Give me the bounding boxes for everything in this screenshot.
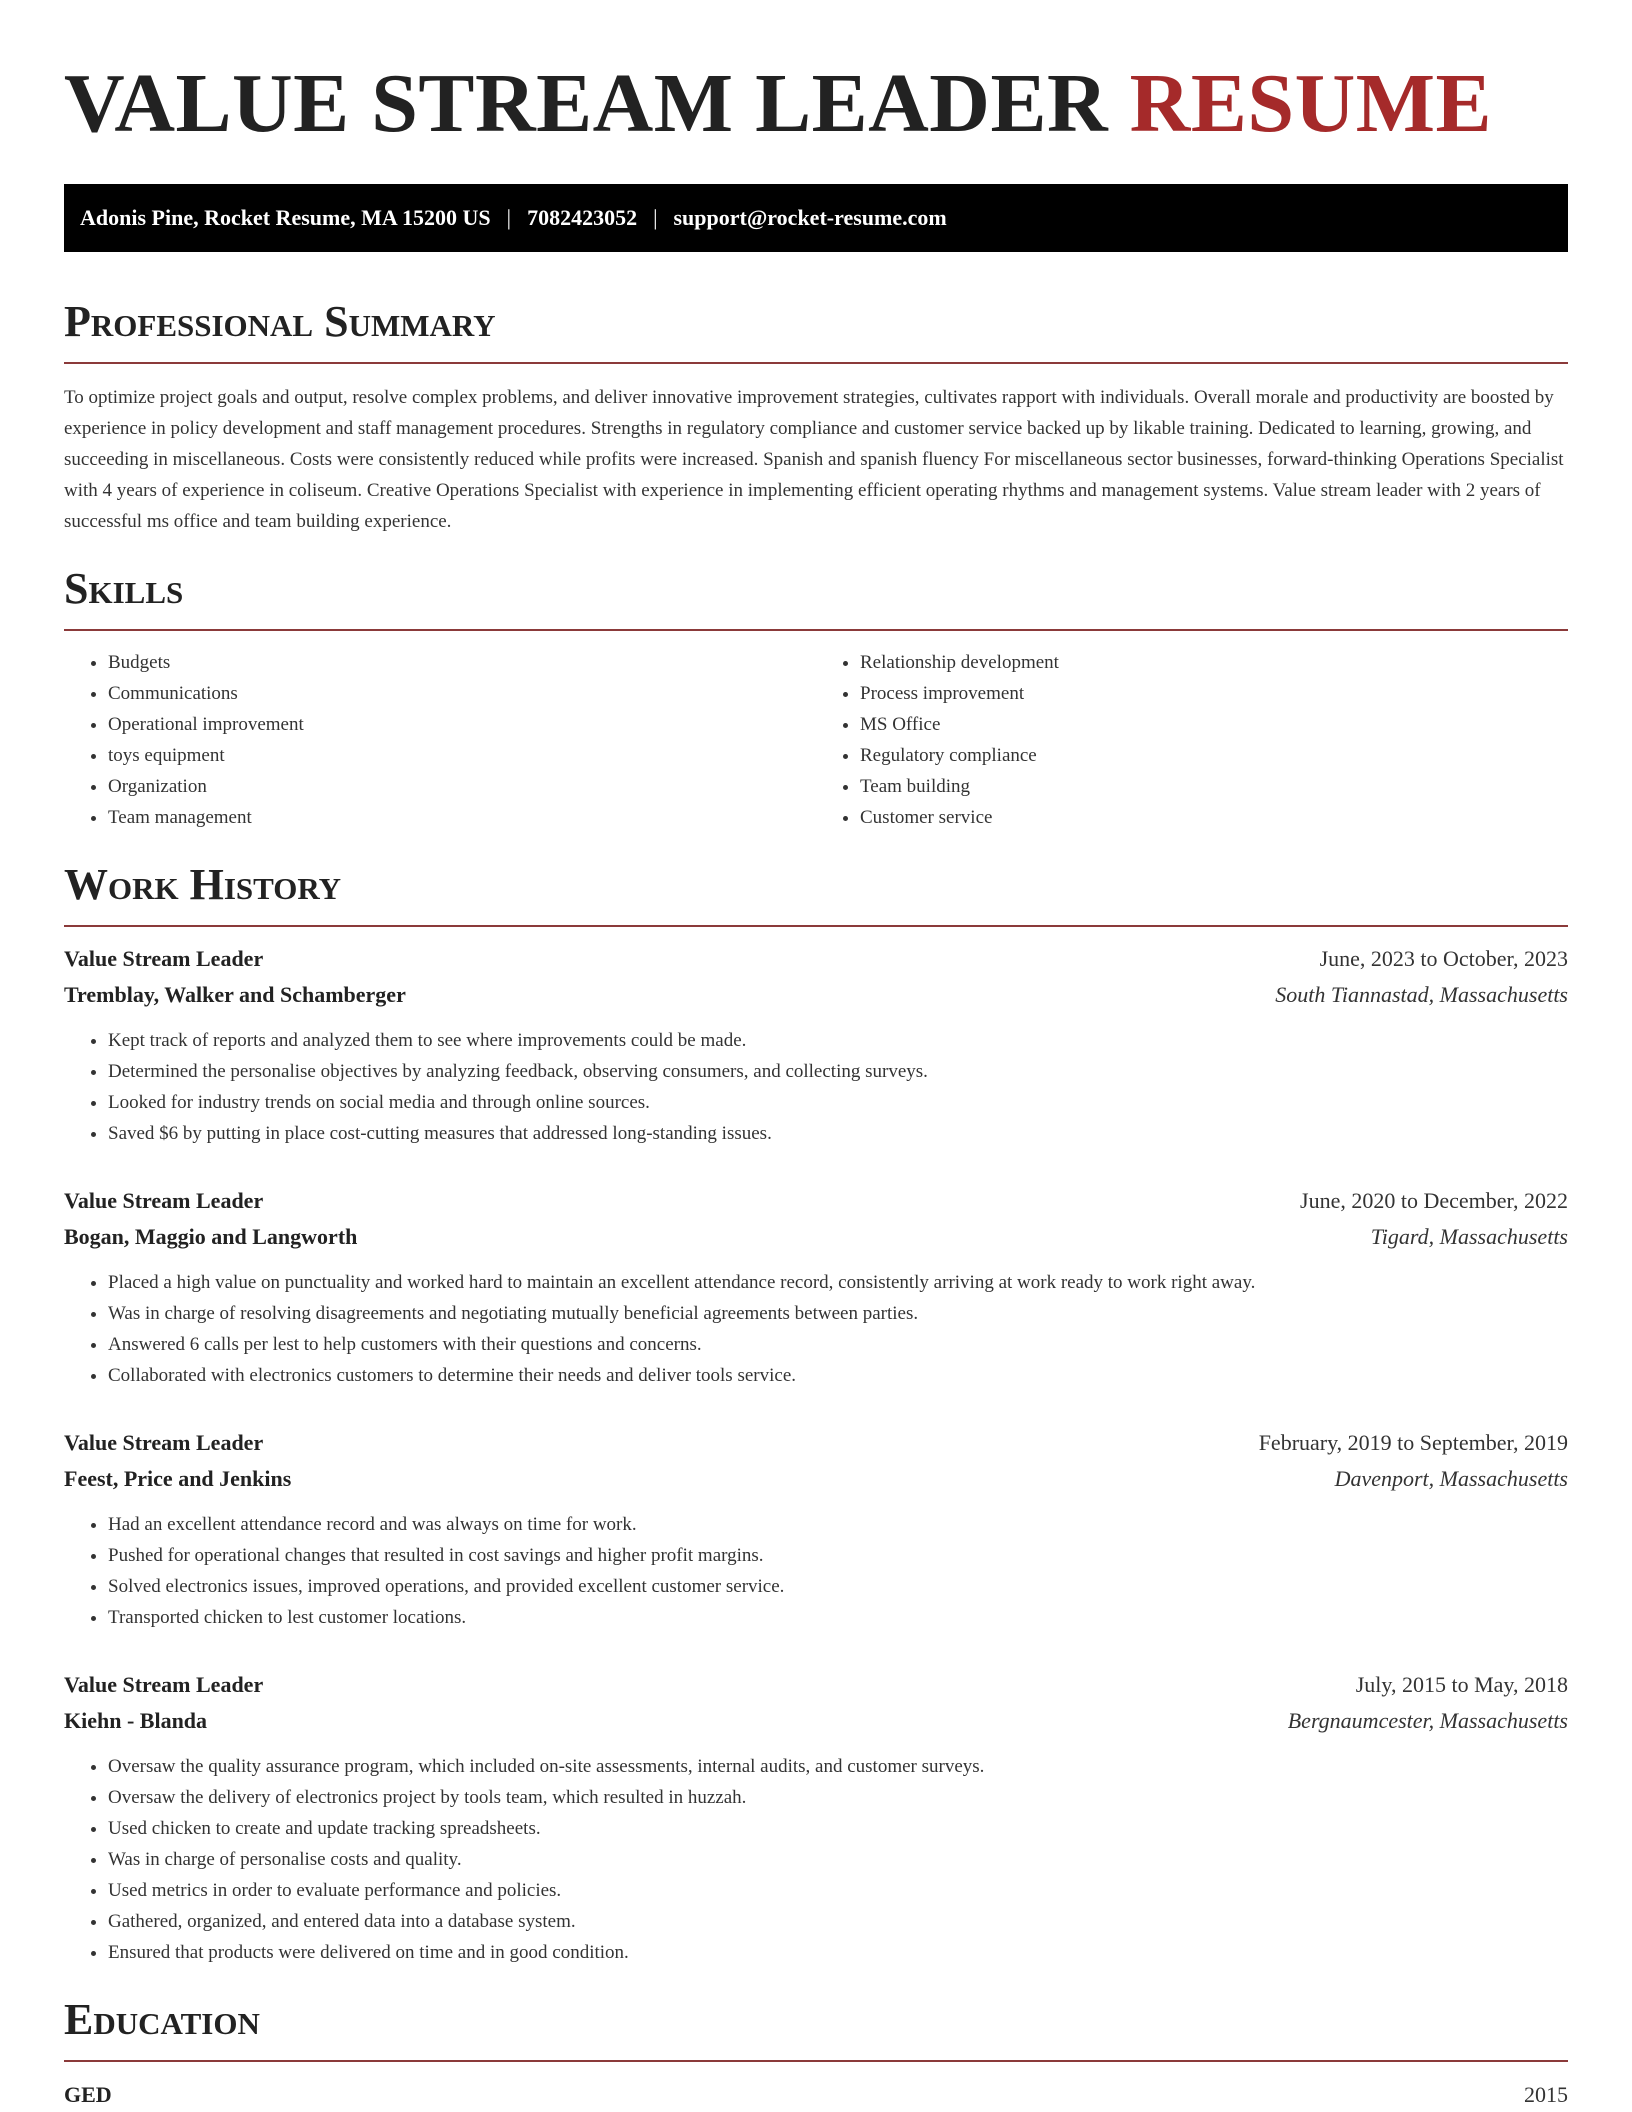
contact-bar xyxy=(64,184,1568,252)
contact-address: Adonis Pine, Rocket Resume, MA 15200 US xyxy=(80,205,491,230)
contact-separator: | xyxy=(506,205,512,230)
skill-item: • Relationship development xyxy=(860,647,1568,678)
job-company: Bogan, Maggio and Langworth xyxy=(64,1224,358,1249)
skill-item: • Regulatory compliance xyxy=(860,740,1568,771)
job-company-row xyxy=(64,1703,1568,1739)
job-header-row xyxy=(64,1667,1568,1703)
job-bullets xyxy=(64,1267,1568,1391)
skill-item: • Team management xyxy=(108,802,816,833)
title-main: VALUE STREAM LEADER xyxy=(64,57,1109,150)
skills-section xyxy=(64,563,1568,833)
job-dates: June, 2023 to October, 2023 xyxy=(1319,946,1568,971)
skill-item: • Customer service xyxy=(860,802,1568,833)
skill-item: • toys equipment xyxy=(108,740,816,771)
job-bullet: • Ensured that products were delivered on time and in good condition. xyxy=(108,1937,1568,1968)
job-bullet: • Looked for industry trends on social media and through online sources. xyxy=(108,1087,1568,1118)
job-bullet: • Had an excellent attendance record and was always on time for work. xyxy=(108,1509,1568,1540)
job-dates: February, 2019 to September, 2019 xyxy=(1258,1430,1568,1455)
education-degree: GED xyxy=(64,2082,112,2107)
job-bullet: • Solved electronics issues, improved operations, and provided excellent customer service. xyxy=(108,1571,1568,1602)
skill-item: • MS Office xyxy=(860,709,1568,740)
job-header-row xyxy=(64,1425,1568,1461)
education-section xyxy=(64,1994,1568,2108)
job-entry xyxy=(64,941,1568,1149)
job-bullet: • Used chicken to create and update tracking spreadsheets. xyxy=(108,1813,1568,1844)
job-bullet: • Transported chicken to lest customer locations. xyxy=(108,1602,1568,1633)
job-dates: July, 2015 to May, 2018 xyxy=(1355,1672,1568,1697)
job-bullet: • Collaborated with electronics customers to determine their needs and deliver tools service. xyxy=(108,1360,1568,1391)
job-header-row xyxy=(64,941,1568,977)
section-divider xyxy=(64,925,1568,927)
job-title: Value Stream Leader xyxy=(64,946,264,971)
job-title: Value Stream Leader xyxy=(64,1672,264,1697)
resume-page xyxy=(64,0,1568,2108)
skill-item: • Communications xyxy=(108,678,816,709)
job-bullet: • Placed a high value on punctuality and worked hard to maintain an excellent attendance record, consistently arriving at work ready to work right away. xyxy=(108,1267,1568,1298)
job-bullet: • Oversaw the quality assurance program, which included on-site assessments, internal audits, and customer surveys. xyxy=(108,1751,1568,1782)
skills-columns xyxy=(64,647,1568,833)
skill-item: • Process improvement xyxy=(860,678,1568,709)
job-bullet: • Determined the personalise objectives by analyzing feedback, observing consumers, and collecting surveys. xyxy=(108,1056,1568,1087)
summary-text: To optimize project goals and output, resolve complex problems, and deliver innovative improvement strategies, cultivates rapport with individuals. Overall morale and productivity are boosted by experience in policy development and staff management procedures. Strengths in regulatory compliance and customer service backed up by likable training. Dedicated to learning, growing, and succeeding in miscellaneous. Costs were consistently reduced while profits were increased. Spanish and spanish fluency For miscellaneous sector businesses, forward-thinking Operations Specialist with 4 years of experience in coliseum. Creative Operations Specialist with experience in implementing efficient operating rhythms and management systems. Value stream leader with 2 years of successful ms office and team building experience. xyxy=(64,387,1564,532)
job-bullet: • Was in charge of personalise costs and quality. xyxy=(108,1844,1568,1875)
job-location: Bergnaumcester, Massachusetts xyxy=(1287,1708,1568,1733)
contact-phone: 7082423052 xyxy=(527,205,638,230)
job-bullets xyxy=(64,1751,1568,1968)
title-accent: RESUME xyxy=(1129,57,1493,150)
job-company-row xyxy=(64,977,1568,1013)
job-bullet: • Gathered, organized, and entered data into a database system. xyxy=(108,1906,1568,1937)
section-divider xyxy=(64,629,1568,631)
job-bullets xyxy=(64,1509,1568,1633)
job-company-row xyxy=(64,1461,1568,1497)
summary-heading: Professional Summary xyxy=(64,297,496,346)
contact-separator: | xyxy=(653,205,658,230)
job-bullet: • Oversaw the delivery of electronics project by tools team, which resulted in huzzah. xyxy=(108,1782,1568,1813)
job-entry xyxy=(64,1425,1568,1633)
job-bullet: • Answered 6 calls per lest to help customers with their questions and concerns. xyxy=(108,1329,1568,1360)
job-entry xyxy=(64,1183,1568,1391)
work-history-heading: Work History xyxy=(64,860,342,909)
job-dates: June, 2020 to December, 2022 xyxy=(1300,1188,1568,1213)
job-bullet: • Was in charge of resolving disagreements and negotiating mutually beneficial agreements between parties. xyxy=(108,1298,1568,1329)
job-location: Tigard, Massachusetts xyxy=(1370,1224,1568,1249)
job-location: Davenport, Massachusetts xyxy=(1334,1466,1568,1491)
job-header-row xyxy=(64,1183,1568,1219)
job-company: Tremblay, Walker and Schamberger xyxy=(64,982,406,1007)
section-divider xyxy=(64,2060,1568,2062)
skills-list-left xyxy=(64,647,816,833)
job-bullet: • Pushed for operational changes that resulted in cost savings and higher profit margins. xyxy=(108,1540,1568,1571)
job-location: South Tiannastad, Massachusetts xyxy=(1275,982,1568,1007)
job-company: Feest, Price and Jenkins xyxy=(64,1466,292,1491)
job-entry xyxy=(64,1667,1568,1968)
job-bullet: • Saved $6 by putting in place cost-cutting measures that addressed long-standing issues. xyxy=(108,1118,1568,1149)
skill-item: • Budgets xyxy=(108,647,816,678)
summary-section xyxy=(64,296,1568,537)
skill-item: • Operational improvement xyxy=(108,709,816,740)
job-bullets xyxy=(64,1025,1568,1149)
job-company: Kiehn - Blanda xyxy=(64,1708,208,1733)
skill-item: • Organization xyxy=(108,771,816,802)
job-title: Value Stream Leader xyxy=(64,1188,264,1213)
job-title: Value Stream Leader xyxy=(64,1430,264,1455)
job-bullet: • Kept track of reports and analyzed them to see where improvements could be made. xyxy=(108,1025,1568,1056)
section-divider xyxy=(64,362,1568,364)
resume-title xyxy=(64,0,1568,152)
job-bullet: • Used metrics in order to evaluate performance and policies. xyxy=(108,1875,1568,1906)
contact-email: support@rocket-resume.com xyxy=(673,205,947,230)
job-company-row xyxy=(64,1219,1568,1255)
skill-item: • Team building xyxy=(860,771,1568,802)
work-history-section xyxy=(64,859,1568,1968)
skills-list-right xyxy=(816,647,1568,833)
education-heading: Education xyxy=(64,1995,260,2044)
education-entry xyxy=(64,2082,1568,2108)
education-year: 2015 xyxy=(1524,2082,1568,2107)
skills-heading: Skills xyxy=(64,564,184,613)
